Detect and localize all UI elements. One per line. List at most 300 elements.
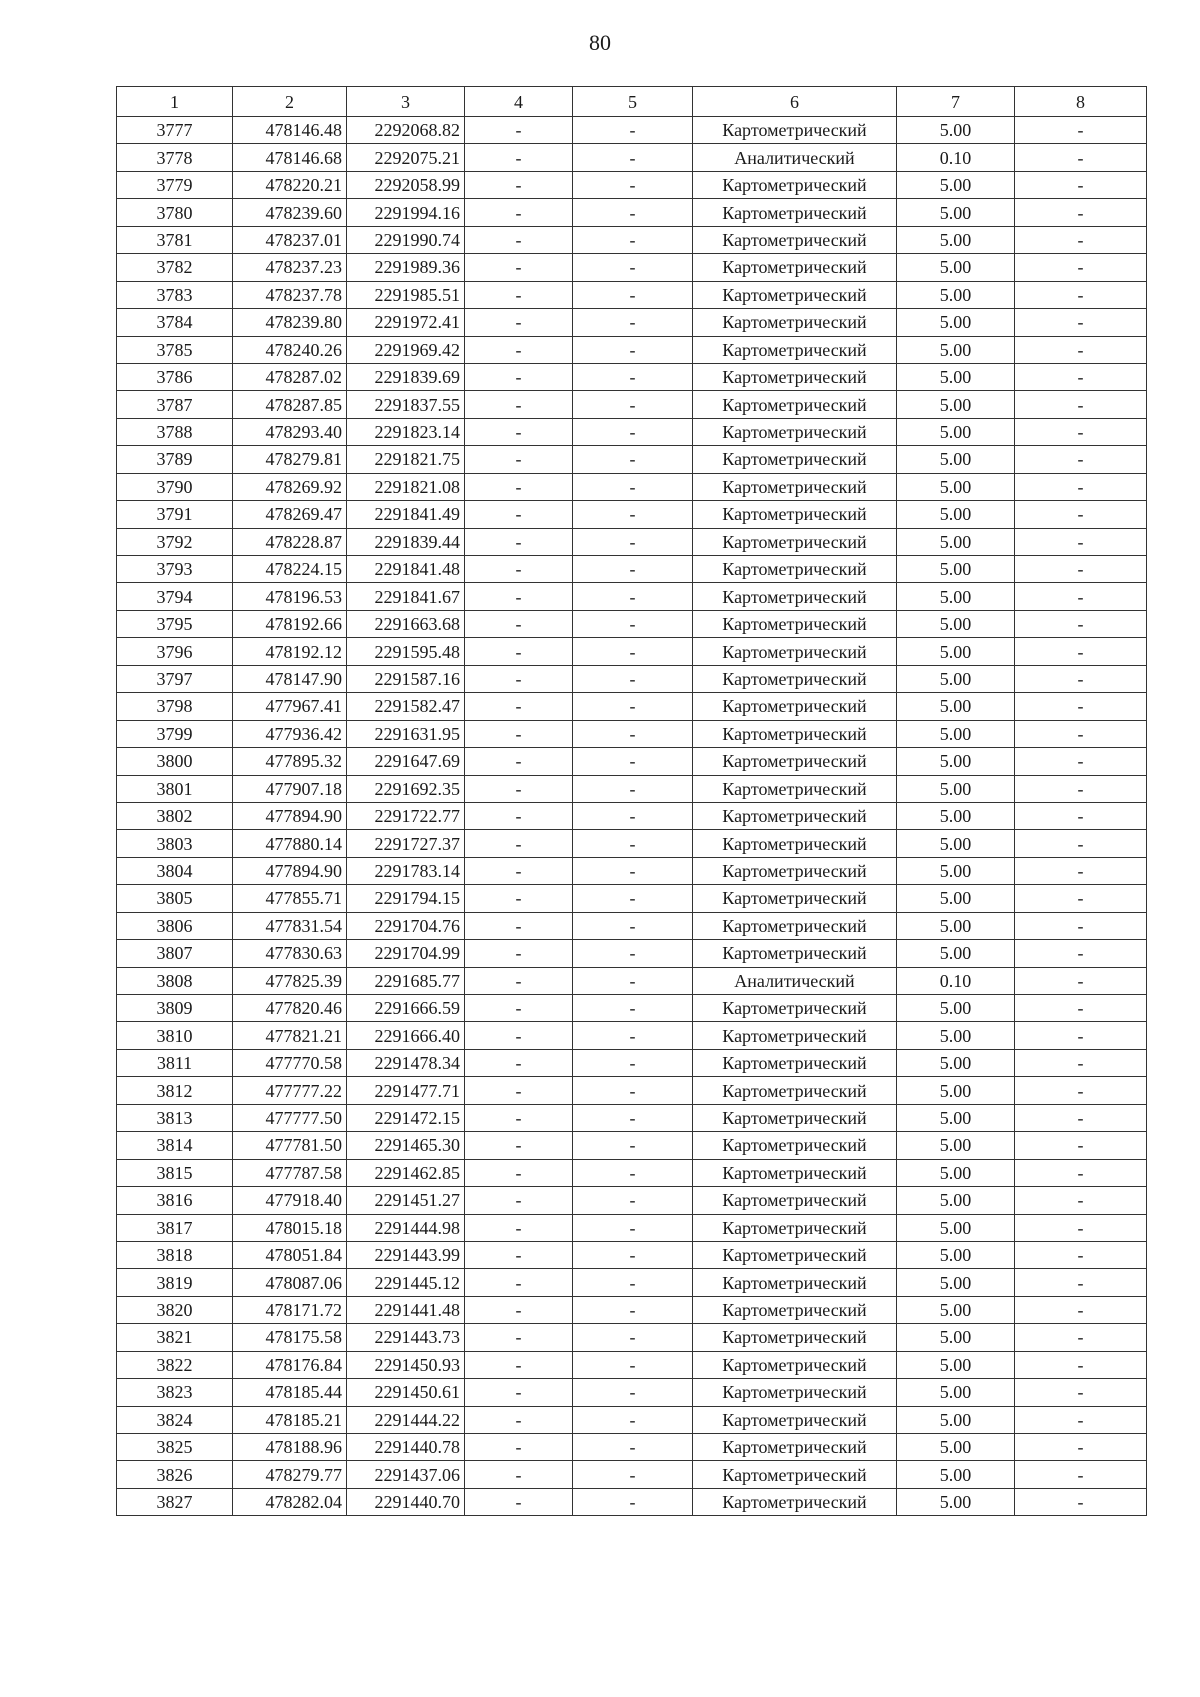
- table-row: [117, 1241, 1147, 1268]
- cell-coord-y: 2291472.15: [347, 1104, 465, 1131]
- table-row: [117, 1187, 1147, 1214]
- table-row: [117, 1022, 1147, 1049]
- cell-method: Картометрический: [693, 1434, 897, 1461]
- cell-method: Картометрический: [693, 528, 897, 555]
- cell-col-4: -: [465, 912, 573, 939]
- cell-accuracy: 5.00: [897, 940, 1015, 967]
- cell-method: Картометрический: [693, 226, 897, 253]
- cell-method: Картометрический: [693, 1022, 897, 1049]
- cell-col-4: -: [465, 1296, 573, 1323]
- cell-accuracy: 5.00: [897, 199, 1015, 226]
- cell-accuracy: 5.00: [897, 1296, 1015, 1323]
- cell-point-number: 3807: [117, 940, 233, 967]
- cell-col-5: -: [573, 583, 693, 610]
- cell-coord-x: 478175.58: [233, 1324, 347, 1351]
- cell-method: Картометрический: [693, 1049, 897, 1076]
- cell-point-number: 3789: [117, 446, 233, 473]
- cell-col-4: -: [465, 720, 573, 747]
- table-row: [117, 1379, 1147, 1406]
- cell-col-8: -: [1015, 528, 1147, 555]
- cell-point-number: 3788: [117, 418, 233, 445]
- header-row: [117, 87, 1147, 117]
- cell-coord-x: 477781.50: [233, 1132, 347, 1159]
- cell-method: Картометрический: [693, 501, 897, 528]
- table-row: [117, 1132, 1147, 1159]
- table-row: [117, 1159, 1147, 1186]
- cell-point-number: 3804: [117, 857, 233, 884]
- cell-point-number: 3795: [117, 610, 233, 637]
- cell-col-8: -: [1015, 391, 1147, 418]
- cell-accuracy: 5.00: [897, 1214, 1015, 1241]
- cell-accuracy: 0.10: [897, 144, 1015, 171]
- cell-point-number: 3783: [117, 281, 233, 308]
- cell-col-4: -: [465, 1077, 573, 1104]
- cell-coord-y: 2291595.48: [347, 638, 465, 665]
- cell-col-5: -: [573, 693, 693, 720]
- cell-coord-x: 477918.40: [233, 1187, 347, 1214]
- cell-point-number: 3819: [117, 1269, 233, 1296]
- cell-col-5: -: [573, 1461, 693, 1488]
- cell-point-number: 3801: [117, 775, 233, 802]
- table-row: [117, 226, 1147, 253]
- cell-col-5: -: [573, 1132, 693, 1159]
- cell-col-5: -: [573, 1049, 693, 1076]
- cell-coord-x: 478220.21: [233, 171, 347, 198]
- cell-col-8: -: [1015, 775, 1147, 802]
- cell-accuracy: 5.00: [897, 254, 1015, 281]
- table-row: [117, 446, 1147, 473]
- cell-point-number: 3784: [117, 309, 233, 336]
- cell-accuracy: 5.00: [897, 363, 1015, 390]
- cell-col-8: -: [1015, 171, 1147, 198]
- cell-coord-x: 478287.85: [233, 391, 347, 418]
- cell-accuracy: 5.00: [897, 638, 1015, 665]
- cell-col-5: -: [573, 748, 693, 775]
- cell-coord-x: 478176.84: [233, 1351, 347, 1378]
- cell-point-number: 3794: [117, 583, 233, 610]
- cell-coord-x: 478279.77: [233, 1461, 347, 1488]
- cell-col-8: -: [1015, 1022, 1147, 1049]
- cell-col-8: -: [1015, 857, 1147, 884]
- cell-point-number: 3827: [117, 1488, 233, 1515]
- cell-col-5: -: [573, 418, 693, 445]
- cell-accuracy: 5.00: [897, 1351, 1015, 1378]
- cell-col-4: -: [465, 171, 573, 198]
- cell-col-4: -: [465, 199, 573, 226]
- coordinates-table: [116, 86, 1147, 1516]
- cell-method: Картометрический: [693, 1104, 897, 1131]
- table-row: [117, 418, 1147, 445]
- cell-col-8: -: [1015, 254, 1147, 281]
- cell-col-8: -: [1015, 418, 1147, 445]
- cell-col-8: -: [1015, 1269, 1147, 1296]
- cell-col-5: -: [573, 446, 693, 473]
- cell-coord-x: 478240.26: [233, 336, 347, 363]
- table-row: [117, 830, 1147, 857]
- cell-col-8: -: [1015, 1324, 1147, 1351]
- cell-col-5: -: [573, 775, 693, 802]
- cell-col-4: -: [465, 254, 573, 281]
- cell-accuracy: 5.00: [897, 1132, 1015, 1159]
- cell-accuracy: 5.00: [897, 1077, 1015, 1104]
- cell-point-number: 3820: [117, 1296, 233, 1323]
- cell-method: Картометрический: [693, 1406, 897, 1433]
- column-header-8: 8: [1015, 87, 1147, 117]
- table-row: [117, 501, 1147, 528]
- cell-method: Картометрический: [693, 1214, 897, 1241]
- cell-coord-x: 478188.96: [233, 1434, 347, 1461]
- cell-col-4: -: [465, 693, 573, 720]
- cell-col-8: -: [1015, 226, 1147, 253]
- cell-point-number: 3782: [117, 254, 233, 281]
- cell-method: Картометрический: [693, 665, 897, 692]
- cell-coord-x: 477895.32: [233, 748, 347, 775]
- cell-coord-x: 478192.12: [233, 638, 347, 665]
- cell-coord-y: 2291445.12: [347, 1269, 465, 1296]
- cell-point-number: 3779: [117, 171, 233, 198]
- cell-coord-x: 477777.50: [233, 1104, 347, 1131]
- cell-accuracy: 5.00: [897, 857, 1015, 884]
- cell-coord-x: 478015.18: [233, 1214, 347, 1241]
- cell-col-8: -: [1015, 144, 1147, 171]
- cell-col-4: -: [465, 1351, 573, 1378]
- cell-coord-y: 2291462.85: [347, 1159, 465, 1186]
- cell-point-number: 3791: [117, 501, 233, 528]
- cell-col-5: -: [573, 885, 693, 912]
- cell-col-8: -: [1015, 1379, 1147, 1406]
- cell-col-8: -: [1015, 583, 1147, 610]
- cell-coord-x: 478051.84: [233, 1241, 347, 1268]
- cell-point-number: 3821: [117, 1324, 233, 1351]
- cell-col-4: -: [465, 1214, 573, 1241]
- cell-coord-x: 477825.39: [233, 967, 347, 994]
- cell-col-4: -: [465, 144, 573, 171]
- cell-col-5: -: [573, 1269, 693, 1296]
- cell-col-5: -: [573, 610, 693, 637]
- cell-col-5: -: [573, 1324, 693, 1351]
- cell-coord-x: 477894.90: [233, 857, 347, 884]
- cell-coord-y: 2291631.95: [347, 720, 465, 747]
- cell-accuracy: 5.00: [897, 446, 1015, 473]
- cell-col-5: -: [573, 940, 693, 967]
- cell-col-5: -: [573, 309, 693, 336]
- cell-accuracy: 5.00: [897, 117, 1015, 144]
- cell-accuracy: 5.00: [897, 336, 1015, 363]
- cell-col-4: -: [465, 830, 573, 857]
- cell-coord-x: 477855.71: [233, 885, 347, 912]
- cell-col-4: -: [465, 1104, 573, 1131]
- cell-method: Картометрический: [693, 1351, 897, 1378]
- table-row: [117, 144, 1147, 171]
- cell-method: Картометрический: [693, 363, 897, 390]
- cell-col-5: -: [573, 144, 693, 171]
- cell-col-4: -: [465, 1049, 573, 1076]
- cell-col-8: -: [1015, 199, 1147, 226]
- cell-coord-y: 2291647.69: [347, 748, 465, 775]
- cell-coord-x: 478279.81: [233, 446, 347, 473]
- table-row: [117, 775, 1147, 802]
- cell-col-8: -: [1015, 1049, 1147, 1076]
- cell-col-5: -: [573, 199, 693, 226]
- cell-coord-y: 2291465.30: [347, 1132, 465, 1159]
- cell-accuracy: 5.00: [897, 693, 1015, 720]
- cell-col-8: -: [1015, 281, 1147, 308]
- cell-point-number: 3812: [117, 1077, 233, 1104]
- cell-method: Картометрический: [693, 1159, 897, 1186]
- cell-point-number: 3806: [117, 912, 233, 939]
- cell-point-number: 3809: [117, 995, 233, 1022]
- cell-accuracy: 5.00: [897, 1406, 1015, 1433]
- cell-method: Картометрический: [693, 583, 897, 610]
- cell-coord-x: 478237.01: [233, 226, 347, 253]
- cell-coord-y: 2291821.08: [347, 473, 465, 500]
- cell-method: Картометрический: [693, 720, 897, 747]
- cell-coord-y: 2291823.14: [347, 418, 465, 445]
- cell-point-number: 3825: [117, 1434, 233, 1461]
- cell-col-8: -: [1015, 1434, 1147, 1461]
- cell-point-number: 3787: [117, 391, 233, 418]
- cell-col-4: -: [465, 802, 573, 829]
- cell-coord-y: 2291794.15: [347, 885, 465, 912]
- cell-col-8: -: [1015, 1159, 1147, 1186]
- cell-coord-x: 478269.92: [233, 473, 347, 500]
- cell-point-number: 3824: [117, 1406, 233, 1433]
- table-row: [117, 885, 1147, 912]
- cell-coord-x: 477770.58: [233, 1049, 347, 1076]
- cell-coord-x: 477831.54: [233, 912, 347, 939]
- cell-point-number: 3822: [117, 1351, 233, 1378]
- cell-accuracy: 5.00: [897, 830, 1015, 857]
- cell-col-4: -: [465, 281, 573, 308]
- table-row: [117, 363, 1147, 390]
- table-row: [117, 1324, 1147, 1351]
- cell-accuracy: 5.00: [897, 610, 1015, 637]
- cell-accuracy: 0.10: [897, 967, 1015, 994]
- cell-accuracy: 5.00: [897, 775, 1015, 802]
- cell-col-4: -: [465, 1406, 573, 1433]
- cell-coord-x: 477777.22: [233, 1077, 347, 1104]
- cell-col-5: -: [573, 1104, 693, 1131]
- cell-col-8: -: [1015, 556, 1147, 583]
- cell-method: Картометрический: [693, 117, 897, 144]
- cell-coord-x: 477936.42: [233, 720, 347, 747]
- cell-col-8: -: [1015, 693, 1147, 720]
- cell-coord-x: 478171.72: [233, 1296, 347, 1323]
- cell-coord-x: 477907.18: [233, 775, 347, 802]
- cell-accuracy: 5.00: [897, 1461, 1015, 1488]
- cell-point-number: 3818: [117, 1241, 233, 1268]
- cell-point-number: 3800: [117, 748, 233, 775]
- cell-col-8: -: [1015, 309, 1147, 336]
- cell-col-4: -: [465, 226, 573, 253]
- cell-col-4: -: [465, 775, 573, 802]
- cell-col-4: -: [465, 995, 573, 1022]
- cell-col-4: -: [465, 857, 573, 884]
- cell-accuracy: 5.00: [897, 802, 1015, 829]
- table-row: [117, 1049, 1147, 1076]
- cell-coord-y: 2291477.71: [347, 1077, 465, 1104]
- cell-coord-y: 2291587.16: [347, 665, 465, 692]
- table-row: [117, 1406, 1147, 1433]
- cell-coord-y: 2291990.74: [347, 226, 465, 253]
- cell-col-5: -: [573, 254, 693, 281]
- cell-col-5: -: [573, 1214, 693, 1241]
- cell-point-number: 3777: [117, 117, 233, 144]
- cell-coord-y: 2291704.99: [347, 940, 465, 967]
- cell-method: Аналитический: [693, 967, 897, 994]
- cell-col-8: -: [1015, 1296, 1147, 1323]
- cell-point-number: 3823: [117, 1379, 233, 1406]
- cell-col-4: -: [465, 391, 573, 418]
- cell-accuracy: 5.00: [897, 501, 1015, 528]
- cell-col-5: -: [573, 1406, 693, 1433]
- cell-col-4: -: [465, 1379, 573, 1406]
- cell-coord-x: 477820.46: [233, 995, 347, 1022]
- cell-col-8: -: [1015, 446, 1147, 473]
- cell-point-number: 3796: [117, 638, 233, 665]
- cell-method: Картометрический: [693, 1324, 897, 1351]
- cell-col-5: -: [573, 1077, 693, 1104]
- table-row: [117, 1104, 1147, 1131]
- cell-col-8: -: [1015, 912, 1147, 939]
- cell-coord-x: 478185.44: [233, 1379, 347, 1406]
- cell-method: Картометрический: [693, 336, 897, 363]
- cell-col-4: -: [465, 1022, 573, 1049]
- cell-coord-y: 2291666.40: [347, 1022, 465, 1049]
- cell-col-4: -: [465, 1488, 573, 1515]
- cell-method: Картометрический: [693, 638, 897, 665]
- cell-coord-y: 2291692.35: [347, 775, 465, 802]
- cell-coord-y: 2292075.21: [347, 144, 465, 171]
- cell-col-8: -: [1015, 940, 1147, 967]
- cell-accuracy: 5.00: [897, 1187, 1015, 1214]
- cell-col-8: -: [1015, 748, 1147, 775]
- cell-col-4: -: [465, 418, 573, 445]
- cell-method: Картометрический: [693, 281, 897, 308]
- table-row: [117, 1269, 1147, 1296]
- cell-coord-x: 478239.60: [233, 199, 347, 226]
- column-header-4: 4: [465, 87, 573, 117]
- cell-coord-x: 477821.21: [233, 1022, 347, 1049]
- cell-method: Картометрический: [693, 418, 897, 445]
- cell-point-number: 3805: [117, 885, 233, 912]
- cell-coord-x: 478185.21: [233, 1406, 347, 1433]
- cell-coord-y: 2291441.48: [347, 1296, 465, 1323]
- cell-method: Картометрический: [693, 1488, 897, 1515]
- cell-col-8: -: [1015, 665, 1147, 692]
- table-row: [117, 1296, 1147, 1323]
- cell-accuracy: 5.00: [897, 995, 1015, 1022]
- cell-method: Аналитический: [693, 144, 897, 171]
- cell-coord-y: 2291841.67: [347, 583, 465, 610]
- cell-method: Картометрический: [693, 309, 897, 336]
- cell-method: Картометрический: [693, 1132, 897, 1159]
- cell-col-5: -: [573, 117, 693, 144]
- cell-coord-x: 478293.40: [233, 418, 347, 445]
- cell-col-4: -: [465, 1132, 573, 1159]
- cell-col-8: -: [1015, 610, 1147, 637]
- table-row: [117, 693, 1147, 720]
- cell-col-5: -: [573, 912, 693, 939]
- cell-point-number: 3785: [117, 336, 233, 363]
- cell-point-number: 3778: [117, 144, 233, 171]
- cell-method: Картометрический: [693, 802, 897, 829]
- cell-point-number: 3810: [117, 1022, 233, 1049]
- cell-coord-y: 2291821.75: [347, 446, 465, 473]
- cell-method: Картометрический: [693, 857, 897, 884]
- table-row: [117, 940, 1147, 967]
- cell-coord-y: 2291443.73: [347, 1324, 465, 1351]
- cell-col-4: -: [465, 665, 573, 692]
- cell-col-8: -: [1015, 336, 1147, 363]
- table-row: [117, 720, 1147, 747]
- table-row: [117, 1461, 1147, 1488]
- cell-accuracy: 5.00: [897, 309, 1015, 336]
- cell-col-8: -: [1015, 363, 1147, 390]
- cell-coord-y: 2291478.34: [347, 1049, 465, 1076]
- cell-coord-y: 2291440.78: [347, 1434, 465, 1461]
- cell-col-8: -: [1015, 802, 1147, 829]
- cell-coord-y: 2291972.41: [347, 309, 465, 336]
- cell-coord-y: 2291969.42: [347, 336, 465, 363]
- cell-col-8: -: [1015, 967, 1147, 994]
- cell-col-4: -: [465, 117, 573, 144]
- cell-coord-x: 478228.87: [233, 528, 347, 555]
- cell-accuracy: 5.00: [897, 583, 1015, 610]
- cell-col-5: -: [573, 1434, 693, 1461]
- cell-point-number: 3797: [117, 665, 233, 692]
- cell-col-4: -: [465, 1461, 573, 1488]
- cell-col-4: -: [465, 556, 573, 583]
- cell-coord-y: 2291727.37: [347, 830, 465, 857]
- cell-coord-x: 478269.47: [233, 501, 347, 528]
- cell-accuracy: 5.00: [897, 1324, 1015, 1351]
- cell-method: Картометрический: [693, 940, 897, 967]
- column-header-3: 3: [347, 87, 465, 117]
- cell-col-4: -: [465, 501, 573, 528]
- cell-coord-y: 2291450.93: [347, 1351, 465, 1378]
- cell-col-8: -: [1015, 1077, 1147, 1104]
- cell-coord-y: 2291450.61: [347, 1379, 465, 1406]
- cell-coord-y: 2291451.27: [347, 1187, 465, 1214]
- cell-method: Картометрический: [693, 995, 897, 1022]
- cell-col-5: -: [573, 1187, 693, 1214]
- cell-method: Картометрический: [693, 391, 897, 418]
- cell-accuracy: 5.00: [897, 748, 1015, 775]
- cell-col-4: -: [465, 1241, 573, 1268]
- cell-point-number: 3798: [117, 693, 233, 720]
- cell-col-8: -: [1015, 1132, 1147, 1159]
- cell-coord-x: 478287.02: [233, 363, 347, 390]
- cell-method: Картометрический: [693, 830, 897, 857]
- cell-coord-x: 478196.53: [233, 583, 347, 610]
- cell-point-number: 3803: [117, 830, 233, 857]
- cell-col-5: -: [573, 556, 693, 583]
- cell-col-5: -: [573, 830, 693, 857]
- cell-accuracy: 5.00: [897, 1488, 1015, 1515]
- cell-method: Картометрический: [693, 693, 897, 720]
- cell-coord-y: 2291994.16: [347, 199, 465, 226]
- cell-coord-x: 478192.66: [233, 610, 347, 637]
- cell-col-8: -: [1015, 473, 1147, 500]
- cell-accuracy: 5.00: [897, 391, 1015, 418]
- cell-coord-x: 478224.15: [233, 556, 347, 583]
- table-row: [117, 281, 1147, 308]
- cell-point-number: 3811: [117, 1049, 233, 1076]
- cell-col-4: -: [465, 1434, 573, 1461]
- cell-col-5: -: [573, 226, 693, 253]
- cell-col-8: -: [1015, 995, 1147, 1022]
